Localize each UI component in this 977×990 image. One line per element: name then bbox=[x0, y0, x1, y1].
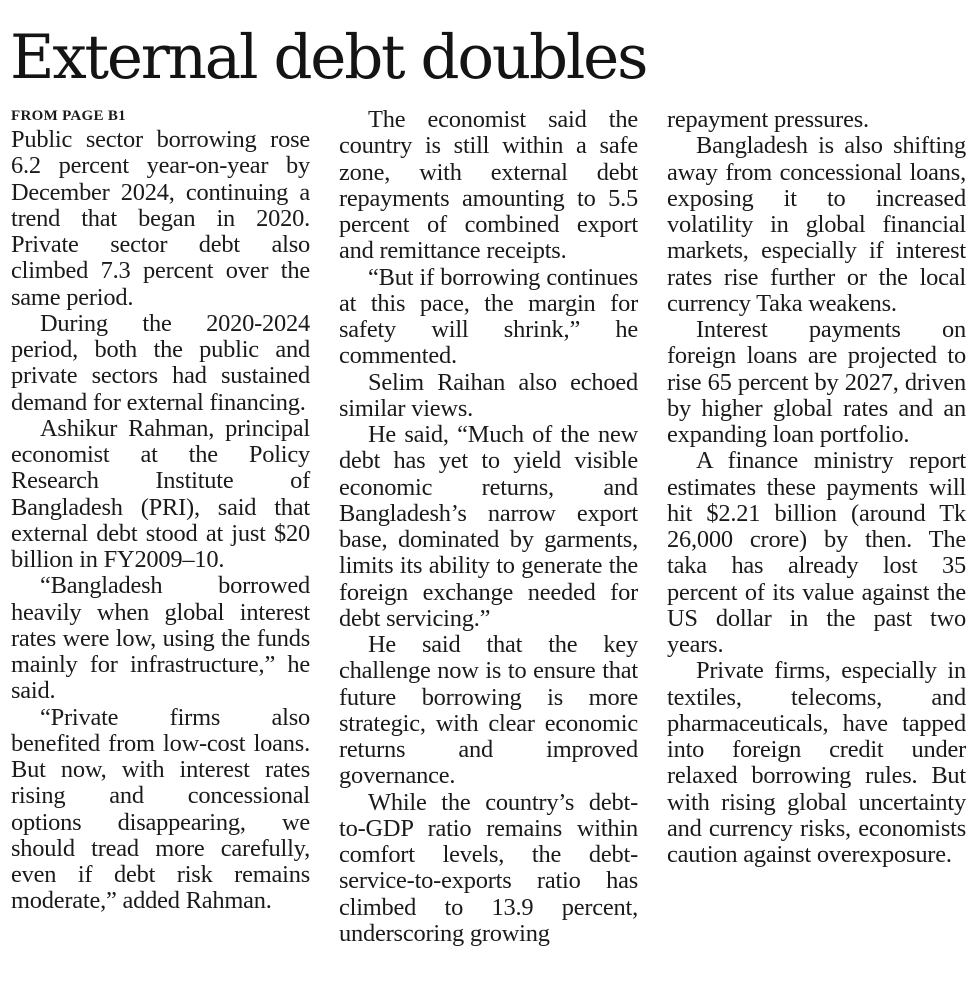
paragraph: repayment pressures. bbox=[667, 106, 869, 133]
paragraph: He said that the key challenge now is to ensure that future borrowing is more strategic, with clear economic returns and improved governance. bbox=[339, 631, 638, 790]
paragraph: Interest payments on foreign loans are projected to rise 65 percent by 2027, driven by higher global rates and an expanding loan portfolio. bbox=[667, 316, 966, 448]
paragraph: “Private firms also benefited from low-cost loans. But now, with interest rates rising and concessional options disappearing, we should tread more carefully, even if debt risk remains moderate,” added Rahman. bbox=[11, 703, 310, 915]
article-column-1 bbox=[11, 107, 310, 915]
paragraph: “But if borrowing continues at this pace, the margin for safety will shrink,” he commented. bbox=[339, 263, 638, 370]
paragraph: A finance ministry report estimates these payments will hit $2.21 billion (around Tk 26,000 crore) by then. The taka has already lost 35 percent of its value against the US dollar in the past two years. bbox=[667, 447, 966, 658]
paragraph: Private firms, especially in textiles, telecoms, and pharmaceuticals, have tapped into foreign credit under relaxed borrowing rules. But with rising global uncertainty and currency risks, economists caution against overexposure. bbox=[667, 657, 966, 868]
dateline: FROM PAGE B1 bbox=[11, 108, 126, 124]
paragraph: Ashikur Rahman, principal economist at the Policy Research Institute of Bangladesh (PRI), said that external debt stood at just $20 billion in FY2009–10. bbox=[11, 414, 310, 573]
paragraph: Bangladesh is also shifting away from concessional loans, exposing it to increased volatility in global financial markets, especially if interest rates rise further or the local currency Taka weakens. bbox=[667, 132, 966, 317]
paragraph: The economist said the country is still within a safe zone, with external debt repayments amounting to 5.5 percent of combined export and remittance receipts. bbox=[339, 106, 638, 265]
paragraph: He said, “Much of the new debt has yet to yield visible economic returns, and Bangladesh’s narrow export base, dominated by garments, limits its ability to generate the foreign exchange needed for debt servicing.” bbox=[339, 421, 638, 632]
article-column-2 bbox=[339, 107, 638, 947]
paragraph: Public sector borrowing rose 6.2 percent year-on-year by December 2024, continuing a trend that began in 2020. Private sector debt also climbed 7.3 percent over the same period. bbox=[11, 126, 310, 311]
article-column-3 bbox=[667, 107, 966, 868]
paragraph: Selim Raihan also echoed similar views. bbox=[339, 368, 638, 422]
paragraph: While the country’s debt-to-GDP ratio remains within comfort levels, the debt-service-to-exports ratio has climbed to 13.9 percent, underscoring growing bbox=[339, 788, 638, 947]
paragraph: “Bangladesh borrowed heavily when global interest rates were low, using the funds mainly for infrastructure,” he said. bbox=[11, 572, 310, 705]
paragraph: During the 2020-2024 period, both the public and private sectors had sustained demand for external financing. bbox=[11, 309, 310, 416]
headline: External debt doubles bbox=[10, 22, 647, 93]
